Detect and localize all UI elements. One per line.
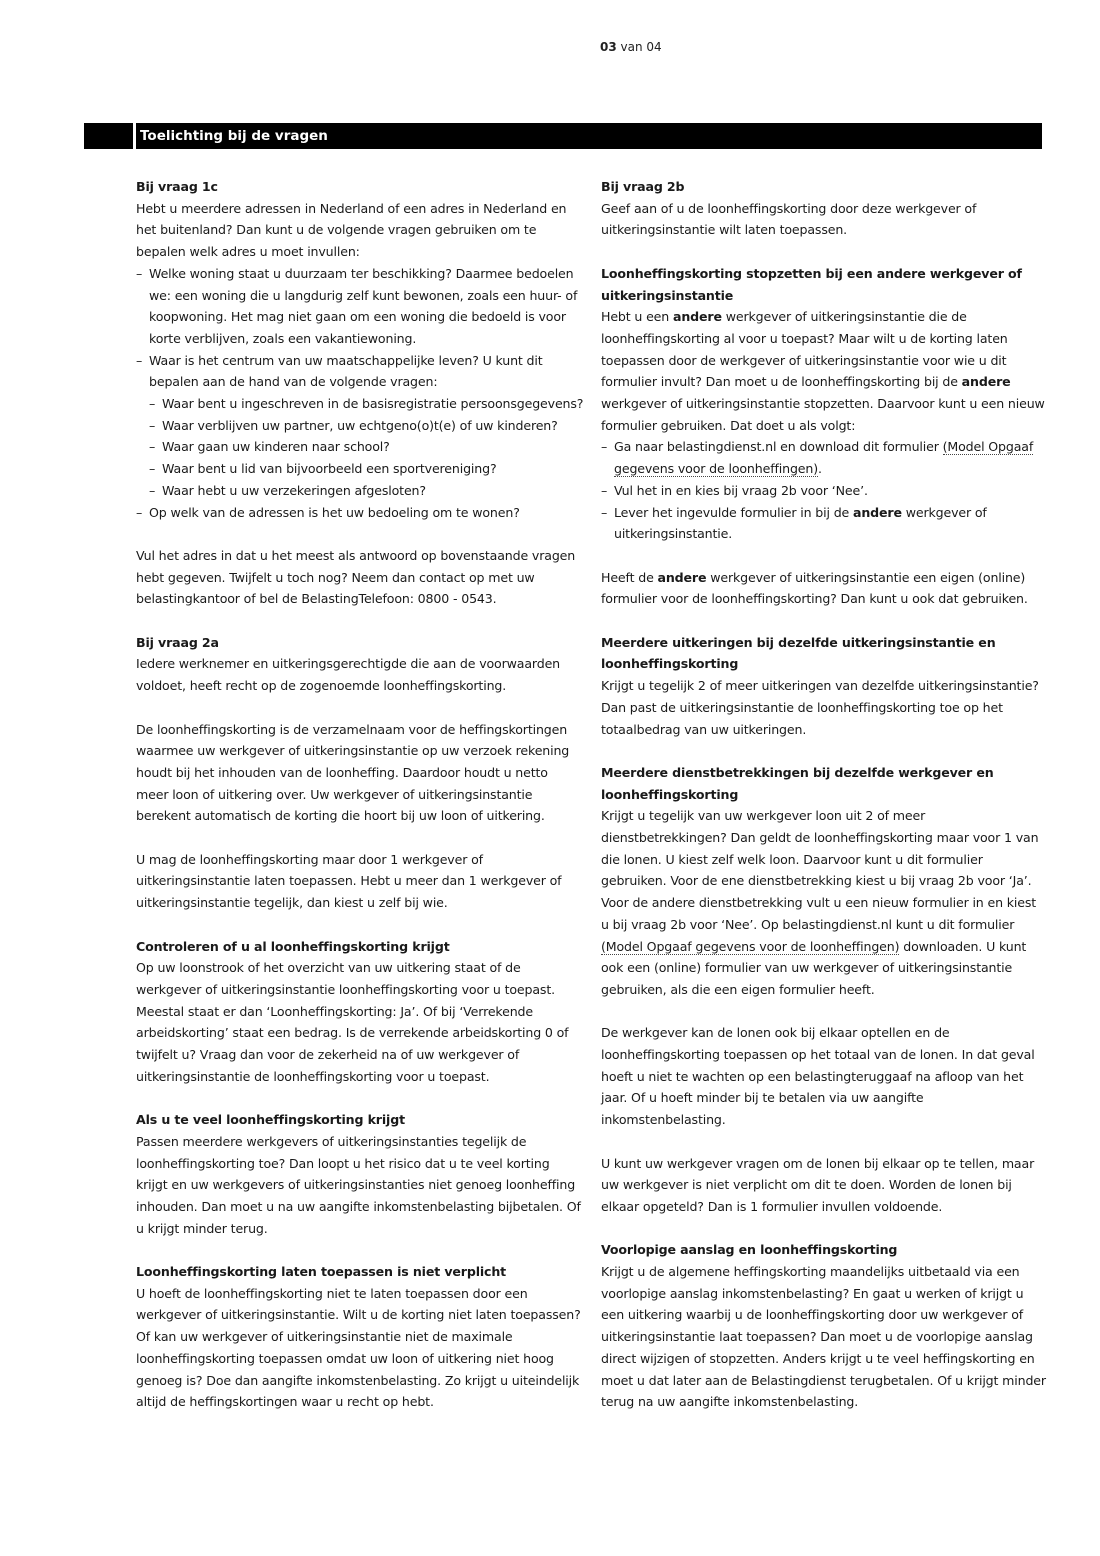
heading-stopzetten: Loonheffingskorting stopzetten bij een andere werkgever of uitkeringsinstantie bbox=[601, 265, 1022, 303]
paragraph bbox=[601, 306, 1047, 436]
steps-list bbox=[601, 436, 1047, 545]
text-run: . bbox=[817, 461, 822, 477]
paragraph: Vul het adres in dat u het meest als antwoord op bovenstaande vragen hebt gegeven. Twijfelt u toch nog? Neem dan contact op met uw belastingkantoor of bel de BelastingTelefoon: 0800 - 0543. bbox=[136, 547, 576, 607]
section-title: Toelichting bij de vragen bbox=[140, 128, 328, 144]
emphasis-andere: andere bbox=[853, 504, 902, 520]
emphasis-andere: andere bbox=[657, 569, 707, 585]
page-number bbox=[600, 40, 662, 54]
list-item bbox=[601, 502, 1047, 545]
text-run: Lever het ingevulde formulier in bij de bbox=[614, 504, 853, 520]
sub-list-item: – Waar gaan uw kinderen naar school? bbox=[136, 436, 584, 458]
sub-list-item: – Waar hebt u uw verzekeringen afgesloten? bbox=[136, 480, 584, 502]
paragraph: Krijgt u tegelijk 2 of meer uitkeringen van dezelfde uitkeringsinstantie? Dan past de uitkeringsinstantie de loonheffingskorting toe op het totaalbedrag van uw uitkeringen. bbox=[601, 678, 1039, 737]
text-run: werkgever of uitkeringsinstantie die de loonheffingskorting al voor u toepast? Maar wilt u de korting laten toepassen door de werkgever of uitkeringsinstantie voor wie u dit formulier invult? Dan moet u de loonheffingskorting bij de bbox=[601, 309, 1008, 390]
list-item: – Vul het in en kies bij vraag 2b voor ‘Nee’. bbox=[601, 480, 1047, 502]
heading-te-veel: Als u te veel loonheffingskorting krijgt bbox=[136, 1112, 405, 1128]
section-lonen-optellen bbox=[601, 1022, 1047, 1131]
heading-voorlopige-aanslag: Voorlopige aanslag en loonheffingskorting bbox=[601, 1242, 898, 1258]
heading-controleren: Controleren of u al loonheffingskorting krijgt bbox=[136, 938, 450, 954]
paragraph bbox=[601, 567, 1047, 610]
section-vraag-2a bbox=[136, 632, 584, 697]
text-run: Ga naar belastingdienst.nl en download dit formulier bbox=[614, 439, 943, 455]
heading-niet-verplicht: Loonheffingskorting laten toepassen is niet verplicht bbox=[136, 1264, 507, 1280]
heading-vraag-1c: Bij vraag 1c bbox=[136, 179, 218, 194]
text-run: Krijgt u tegelijk van uw werkgever loon uit 2 of meer dienstbetrekkingen? Dan geldt de loonheffingskorting maar voor 1 van die lonen. U kiest zelf welk loon. Daarvoor kunt u dit formulier gebruiken. Voor de ene dienstbetrekking kiest u bij vraag 2b voor ‘Ja’. Voor de andere dienstbetrekking vult u een nieuw formulier in en kiest u bij vraag 2b voor ‘Nee’. Op belastingdienst.nl kunt u dit formulier bbox=[601, 808, 1039, 932]
paragraph: U hoeft de loonheffingskorting niet te laten toepassen door een werkgever of uitkeringsinstantie. Wilt u de korting niet laten toepassen? Of kan uw werkgever of uitkeringsinstantie niet de maximale loonheffingskorting toepassen omdat uw loon of uitkering niet hoog genoeg is? Doe dan aangifte inkomstenbelasting. Zo krijgt u uiteindelijk altijd de heffingskortingen waar u recht op hebt. bbox=[136, 1285, 581, 1410]
right-column bbox=[601, 176, 1047, 1435]
paragraph: Geef aan of u de loonheffingskorting door deze werkgever of uitkeringsinstantie wilt laten toepassen. bbox=[601, 200, 977, 238]
section-meerdere-uitkeringen bbox=[601, 632, 1047, 741]
section-vraag-1c bbox=[136, 176, 584, 523]
heading-vraag-2a: Bij vraag 2a bbox=[136, 634, 219, 650]
section-voorlopige-aanslag bbox=[601, 1239, 1047, 1413]
text-run: Hebt u een bbox=[601, 309, 673, 325]
page-total: van 04 bbox=[616, 40, 662, 54]
list-item: – Welke woning staat u duurzaam ter beschikking? Daarmee bedoelen we: een woning die u langdurig zelf kunt bewonen, zoals een huur- of koopwoning. Het mag niet gaan om een woning die bedoeld is voor korte verblijven, zoals een vakantiewoning. bbox=[136, 263, 584, 350]
form-link[interactable]: (Model Opgaaf gegevens voor de loonheffingen) bbox=[614, 439, 1034, 477]
list-item: – Waar is het centrum van uw maatschappelijke leven? U kunt dit bepalen aan de hand van de volgende vragen: bbox=[136, 350, 584, 393]
sub-list-item: – Waar bent u lid van bijvoorbeeld een sportvereniging? bbox=[136, 458, 584, 480]
sub-list-item: – Waar verblijven uw partner, uw echtgeno(o)t(e) of uw kinderen? bbox=[136, 415, 584, 437]
section-werkgever-vragen bbox=[601, 1153, 1047, 1218]
list-item: – Op welk van de adressen is het uw bedoeling om te wonen? bbox=[136, 502, 584, 524]
left-column bbox=[136, 176, 584, 1435]
paragraph: U mag de loonheffingskorting maar door 1 werkgever of uitkeringsinstantie laten toepassen. Hebt u meer dan 1 werkgever of uitkeringsinstantie tegelijk, dan kiest u zelf bij wie. bbox=[136, 851, 562, 911]
address-questions-list bbox=[136, 263, 584, 523]
paragraph: U kunt uw werkgever vragen om de lonen bij elkaar op te tellen, maar uw werkgever is niet verplicht om dit te doen. Worden de lonen bij elkaar opgeteld? Dan is 1 formulier invullen voldoende. bbox=[601, 1155, 1035, 1214]
page-current: 03 bbox=[600, 40, 617, 54]
text-run: downloaden. U kunt ook een (online) formulier van uw werkgever of uitkeringsinstantie gebruiken, als die een eigen formulier heeft. bbox=[601, 938, 1027, 997]
section-te-veel bbox=[136, 1109, 584, 1239]
section-eigen-formulier bbox=[601, 567, 1047, 610]
section-controleren bbox=[136, 936, 584, 1088]
emphasis-andere: andere bbox=[672, 309, 722, 325]
section-address-advice bbox=[136, 545, 584, 610]
section-definition bbox=[136, 719, 584, 828]
section-one-employer bbox=[136, 849, 584, 914]
heading-meerdere-uitkeringen: Meerdere uitkeringen bij dezelfde uitkeringsinstantie en loonheffingskorting bbox=[601, 634, 996, 672]
paragraph: Passen meerdere werkgevers of uitkeringsinstanties tegelijk de loonheffingskorting toe? Dan loopt u het risico dat u te veel korting krijgt en uw werkgevers of uitkeringsinstanties niet genoeg loonheffing inhouden. Dan moet u na uw aangifte inkomstenbelasting bijbetalen. Of u krijgt minder terug. bbox=[136, 1133, 581, 1236]
text-run: werkgever of uitkeringsinstantie stopzetten. Daarvoor kunt u een nieuw formulier gebruiken. Dat doet u als volgt: bbox=[601, 396, 1045, 433]
paragraph: De werkgever kan de lonen ook bij elkaar optellen en de loonheffingskorting toepassen op het totaal van de lonen. In dat geval hoeft u niet te wachten op een belastingteruggaaf na afloop van het jaar. Of u hoeft minder bij te betalen via uw aangifte inkomstenbelasting. bbox=[601, 1025, 1035, 1128]
heading-vraag-2b: Bij vraag 2b bbox=[601, 179, 685, 194]
text-run: werkgever of uitkeringsinstantie. bbox=[614, 504, 987, 542]
list-item bbox=[601, 436, 1047, 479]
section-meerdere-dienstbetrekkingen bbox=[601, 762, 1047, 1001]
paragraph: Krijgt u de algemene heffingskorting maandelijks uitbetaald via een voorlopige aanslag inkomstenbelasting? En gaat u werken of krijgt u een uitkering waarbij u de loonheffingskorting door uw werkgever of uitkeringsinstantie laat toepassen? Dan moet u de voorlopige aanslag direct wijzigen of stopzetten. Anders krijgt u te veel heffingskorting en moet u dat later aan de Belastingdienst terugbetalen. Of u krijgt minder terug na uw aangifte inkomstenbelasting. bbox=[601, 1264, 1046, 1410]
heading-meerdere-dienstbetrekkingen: Meerdere dienstbetrekkingen bij dezelfde werkgever en loonheffingskorting bbox=[601, 764, 994, 802]
paragraph: Op uw loonstrook of het overzicht van uw uitkering staat of de werkgever of uitkeringsinstantie loonheffingskorting voor u toepast. Meestal staat er dan ‘Loonheffingskorting: Ja’. Of bij ‘Verrekende arbeidskorting’ staat een bedrag. Is de verrekende arbeidskorting 0 of twijfelt u? Vraag dan voor de zekerheid na of uw werkgever of uitkeringsinstantie de loonheffingskorting voor u toepast. bbox=[136, 960, 569, 1084]
emphasis-andere: andere bbox=[961, 374, 1011, 390]
text-run: Heeft de bbox=[601, 569, 658, 585]
section-vraag-2b bbox=[601, 176, 1047, 241]
sub-list-item: – Waar bent u ingeschreven in de basisregistratie persoonsgegevens? bbox=[136, 393, 584, 415]
section-niet-verplicht bbox=[136, 1261, 584, 1413]
section-header-bar bbox=[84, 123, 1042, 149]
paragraph: Iedere werknemer en uitkeringsgerechtigde die aan de voorwaarden voldoet, heeft recht op de zogenoemde loonheffingskorting. bbox=[136, 656, 560, 694]
paragraph bbox=[601, 805, 1047, 1000]
paragraph: De loonheffingskorting is de verzamelnaam voor de heffingskortingen waarmee uw werkgever of uitkeringsinstantie op uw verzoek rekening houdt bij het inhouden van de loonheffing. Daardoor houdt u netto meer loon of uitkering over. Uw werkgever of uitkeringsinstantie berekent automatisch de korting die hoort bij uw loon of uitkering. bbox=[136, 721, 570, 824]
text-run: werkgever of uitkeringsinstantie een eigen (online) formulier voor de loonheffingskorting? Dan kunt u ook dat gebruiken. bbox=[601, 569, 1028, 607]
header-separator bbox=[133, 123, 136, 149]
paragraph: Hebt u meerdere adressen in Nederland of een adres in Nederland en het buitenland? Dan kunt u de volgende vragen gebruiken om te bepalen welk adres u moet invullen: bbox=[136, 200, 567, 260]
section-stopzetten bbox=[601, 263, 1047, 545]
form-link[interactable]: (Model Opgaaf gegevens voor de loonheffingen) bbox=[601, 938, 900, 954]
